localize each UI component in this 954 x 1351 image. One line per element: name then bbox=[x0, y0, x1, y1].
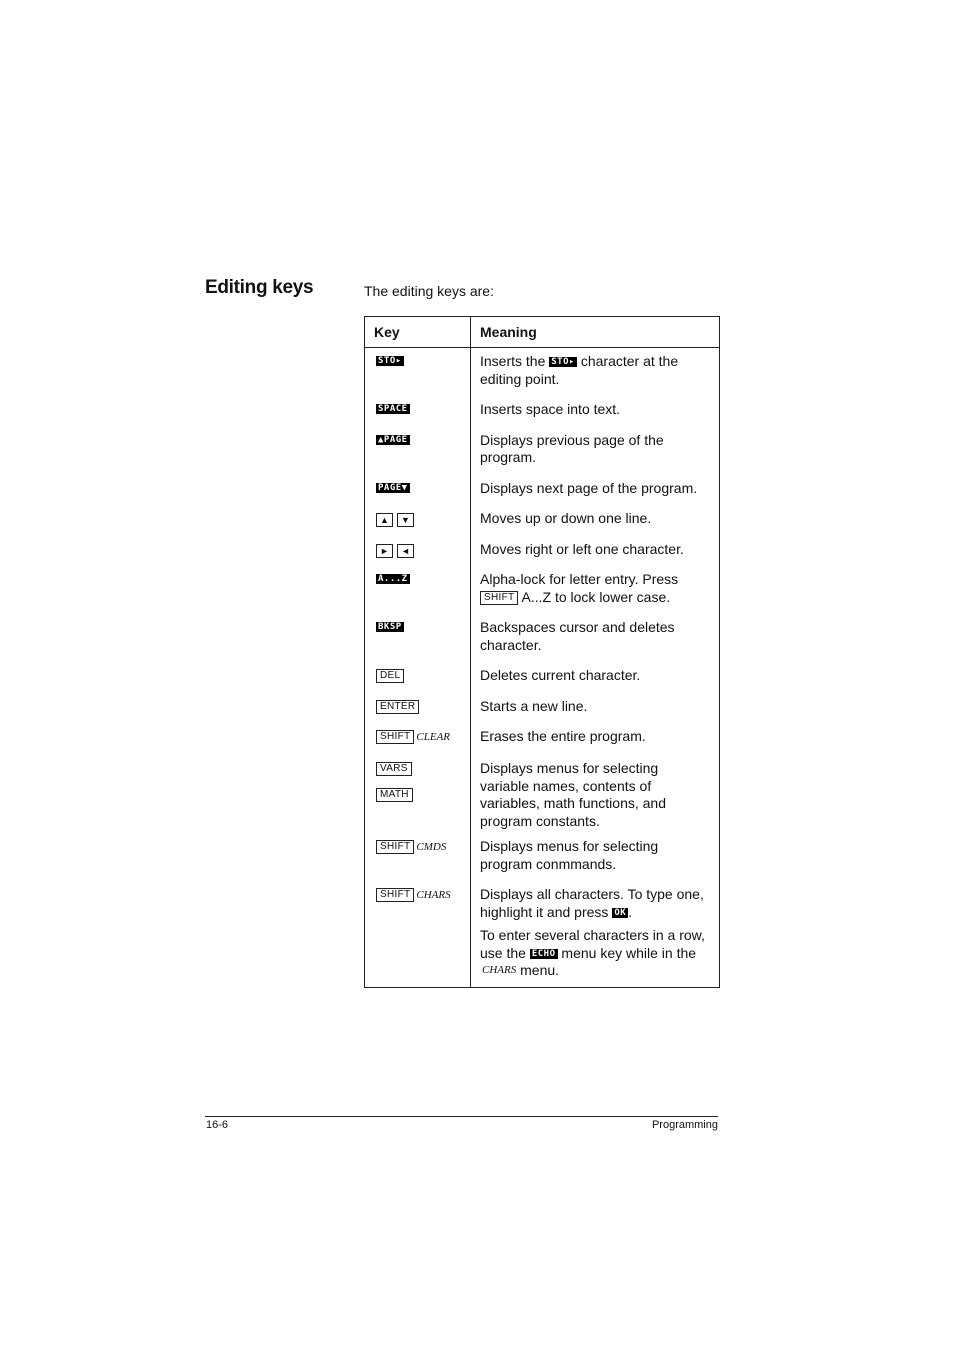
cmds-secondary-label: CMDS bbox=[416, 841, 447, 853]
table-row bbox=[365, 510, 720, 528]
header-key: Key bbox=[365, 317, 471, 348]
echo-softkey-inline: ECHO bbox=[531, 948, 556, 959]
row-meaning: Displays all characters. To type one, highlight it and press OK . To enter several characters in a row, use the ECHO menu key while in the $^{CHARS}$ menu. bbox=[480, 886, 705, 978]
row-meaning: Starts a new line. bbox=[480, 697, 588, 714]
table-row bbox=[365, 698, 720, 716]
left-arrow-key-icon: ◄ bbox=[397, 544, 414, 558]
table-row bbox=[365, 480, 720, 498]
row-meaning: Inserts the STO▸ character at the editing point. bbox=[480, 353, 679, 387]
shift-key: SHIFT bbox=[376, 888, 414, 902]
table-row bbox=[365, 667, 720, 685]
enter-key: ENTER bbox=[376, 700, 419, 714]
chars-secondary-label-inline: CHARS bbox=[482, 964, 517, 976]
vars-key: VARS bbox=[376, 762, 412, 776]
header-meaning: Meaning bbox=[471, 317, 720, 348]
alpha-lock-softkey: A...Z bbox=[378, 574, 408, 584]
sto-softkey: STO▸ bbox=[378, 356, 402, 366]
table-row bbox=[365, 571, 720, 606]
sto-softkey-inline: STO▸ bbox=[551, 357, 575, 368]
shift-key: SHIFT bbox=[376, 840, 414, 854]
table-row bbox=[365, 541, 720, 559]
row-meaning: Alpha-lock for letter entry. Press SHIFT A...Z to lock lower case. bbox=[480, 571, 679, 605]
chars-secondary-label: CHARS bbox=[416, 889, 451, 901]
editing-keys-table bbox=[364, 316, 720, 988]
row-meaning: Displays next page of the program. bbox=[480, 479, 698, 496]
right-arrow-key-icon: ► bbox=[376, 544, 393, 558]
footer-rule bbox=[205, 1116, 718, 1117]
intro-text: The editing keys are: bbox=[364, 283, 494, 299]
page-number: 16-6 bbox=[206, 1119, 229, 1131]
row-meaning: Moves up or down one line. bbox=[480, 510, 652, 526]
row-meaning: Displays menus for selecting variable names, contents of variables, math functions, and program constants. bbox=[480, 760, 666, 829]
table-row bbox=[365, 760, 720, 830]
row-meaning: Displays previous page of the program. bbox=[480, 431, 664, 465]
table-row bbox=[365, 838, 720, 873]
table-row bbox=[365, 348, 720, 389]
row-meaning: Erases the entire program. bbox=[480, 728, 646, 744]
backspace-softkey: BKSP bbox=[378, 622, 402, 632]
up-arrow-key-icon: ▲ bbox=[376, 513, 393, 527]
row-meaning: Inserts space into text. bbox=[480, 401, 621, 417]
table-row bbox=[365, 432, 720, 467]
math-key: MATH bbox=[376, 788, 413, 802]
row-meaning: Displays menus for selecting program conmmands. bbox=[480, 838, 659, 872]
down-arrow-key-icon: ▼ bbox=[397, 513, 414, 527]
table-row bbox=[365, 886, 720, 987]
clear-secondary-label: CLEAR bbox=[416, 731, 451, 743]
shift-key: SHIFT bbox=[376, 730, 414, 744]
table-row bbox=[365, 401, 720, 419]
row-meaning: Deletes current character. bbox=[480, 667, 641, 683]
del-key: DEL bbox=[376, 669, 404, 683]
section-heading: Editing keys bbox=[205, 277, 314, 298]
row-meaning: Backspaces cursor and deletes character. bbox=[480, 619, 675, 653]
table-header-row bbox=[365, 317, 720, 348]
chapter-title: Programming bbox=[651, 1119, 718, 1131]
table-row bbox=[365, 619, 720, 654]
table-row bbox=[365, 728, 720, 747]
ok-softkey-inline: OK bbox=[614, 907, 627, 918]
page-up-softkey: ▲PAGE bbox=[378, 434, 408, 445]
row-meaning: Moves right or left one character. bbox=[480, 540, 684, 557]
space-softkey: SPACE bbox=[378, 404, 408, 414]
page-down-softkey: PAGE▼ bbox=[378, 482, 408, 493]
shift-key-inline: SHIFT bbox=[480, 591, 518, 605]
